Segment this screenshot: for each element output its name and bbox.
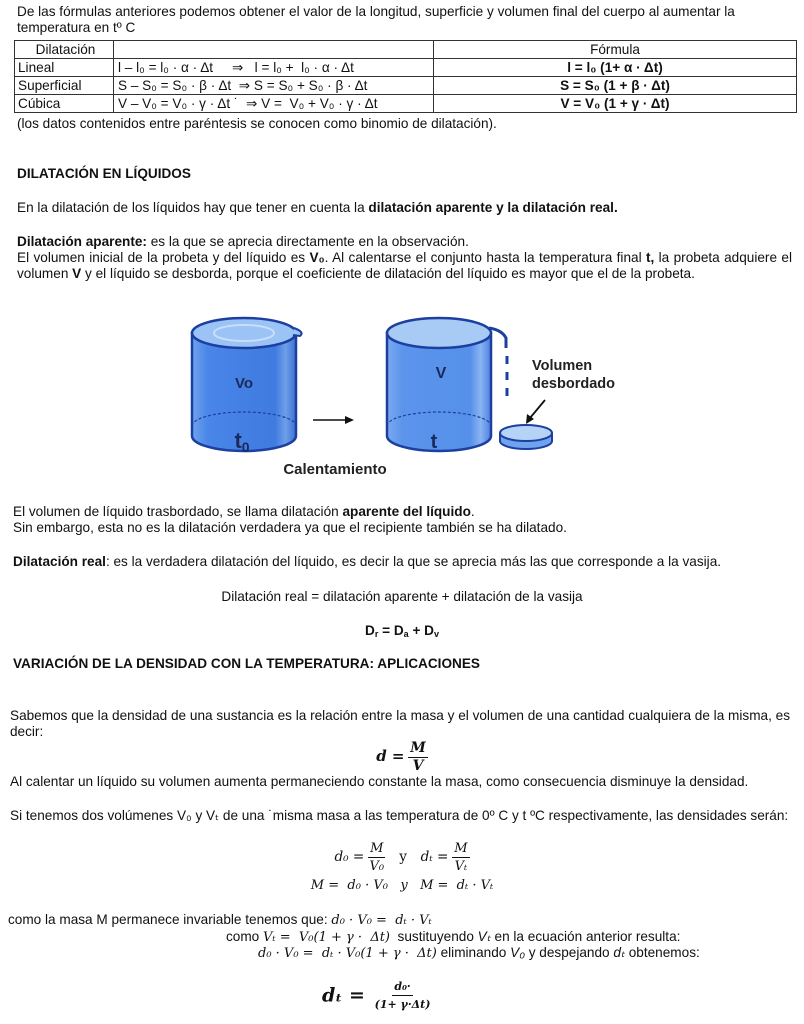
text-span: obtenemos: xyxy=(624,945,700,960)
liquids-intro-text: En la dilatación de los líquidos hay que tener en cuenta la xyxy=(17,200,369,215)
text-span: como la masa M permanece invariable tenemos que: xyxy=(8,912,332,927)
table-cell-derivation: V – V₀ = V₀ · γ · Δt ˙ ⇒ V = V₀ + V₀ · γ · Δt xyxy=(114,95,434,113)
fraction-numerator: M xyxy=(410,740,426,756)
overflow-label-2: desbordado xyxy=(532,376,615,392)
final-beaker xyxy=(387,318,507,453)
eq-part: D xyxy=(365,623,375,638)
intro-text-2: temperatura en tº C xyxy=(17,20,136,35)
apparent-label: Dilatación aparente: xyxy=(17,234,147,249)
initial-temp-label: t0 xyxy=(234,428,250,455)
liquids-intro-bold: dilatación aparente y la dilatación real. xyxy=(368,200,618,215)
table-header-row xyxy=(15,41,797,59)
apparent-explanation xyxy=(17,250,792,282)
heating-arrow-icon xyxy=(313,416,354,424)
table-cell-formula: l = l₀ (1+ α · Δt) xyxy=(434,59,797,77)
table-row xyxy=(15,59,797,77)
d0-lhs: d₀ = xyxy=(334,849,365,866)
vt-math: Vₜ = V₀(1 + γ · Δt) xyxy=(263,930,390,945)
initial-beaker xyxy=(192,318,302,455)
real-equation-symbols xyxy=(0,623,804,638)
table-cell-type: Cúbica xyxy=(15,95,114,113)
fraction-denominator: V xyxy=(412,758,424,774)
densities-equations xyxy=(0,840,804,875)
heating-label: Calentamiento xyxy=(283,461,387,478)
real-label: Dilatación real xyxy=(13,554,106,569)
apparent-text: es la que se aprecia directamente en la observación. xyxy=(146,234,469,249)
text-span: y el líquido se desborda, porque el coeficiente de dilatación del líquido es mayor que el de la probeta. xyxy=(81,266,695,281)
text-span: . xyxy=(470,504,475,519)
fraction-numerator: M xyxy=(370,841,384,856)
real-text: : es la verdadera dilatación del líquido, es decir la que se aprecia más las que corresponde a la vasija. xyxy=(105,554,722,569)
eq-part: = D xyxy=(378,623,404,638)
overflow-paragraph xyxy=(13,504,792,536)
section-title-density: VARIACIÓN DE LA DENSIDAD CON LA TEMPERATURA: APLICACIONES xyxy=(13,656,480,671)
text-span: y despejando xyxy=(524,945,614,960)
table-cell-formula: V = V₀ (1 + γ · Δt) xyxy=(434,95,797,113)
density-formula-lhs: d = xyxy=(376,747,405,766)
conjunction: y xyxy=(399,849,407,866)
beaker-figure xyxy=(180,308,640,483)
initial-volume-label: Vo xyxy=(234,375,254,392)
dt-lhs: dₜ = xyxy=(420,849,449,866)
apparent-paragraph xyxy=(17,234,792,250)
density-definition-paragraph: Sabemos que la densidad de una sustancia es la relación entre la masa y el volumen de una cantidad cualquiera de la misma, es decir: xyxy=(10,708,790,739)
overflow-pointer-arrow-icon xyxy=(526,400,545,424)
fraction-numerator: M xyxy=(454,841,468,856)
final-temp-label: t xyxy=(430,431,438,453)
substitution-line xyxy=(226,929,680,945)
eq-sub: a xyxy=(403,629,409,639)
table-header-type: Dilatación xyxy=(15,41,114,59)
vessel-paragraph: Sin embargo, esta no es la dilatación verdadera ya que el recipiente también se ha dilatado. xyxy=(13,520,567,535)
table-row xyxy=(15,77,797,95)
table-cell-type: Superficial xyxy=(15,77,114,95)
overflow-dish xyxy=(500,425,552,449)
table-note: (los datos contenidos entre paréntesis se conocen como binomio de dilatación). xyxy=(17,116,497,131)
dt-var: dₜ xyxy=(613,945,625,960)
final-formula-lhs: dₜ = xyxy=(322,984,365,1007)
text-span: El volumen de líquido trasbordado, se llama dilatación xyxy=(13,504,343,519)
intro-text: De las fórmulas anteriores podemos obtener el valor de la longitud, superficie y volumen final del cuerpo al aumentar la xyxy=(17,4,735,19)
table-row xyxy=(15,95,797,113)
mass-invariant-line xyxy=(8,912,432,928)
table-cell-formula: S = S₀ (1 + β · Δt) xyxy=(434,77,797,95)
final-fraction xyxy=(375,978,431,1013)
real-paragraph xyxy=(13,554,792,570)
density-formula xyxy=(0,740,804,775)
heating-paragraph: Al calentar un líquido su volumen aumenta permaneciendo constante la masa, como consecuencia disminuye la densidad. xyxy=(10,774,749,789)
real-equation-words: Dilatación real = dilatación aparente + dilatación de la vasija xyxy=(221,589,583,604)
text-span: como xyxy=(226,929,264,944)
mass-equations: M = d₀ · V₀ y M = dₜ · Vₜ xyxy=(310,878,494,893)
text-span: eliminando xyxy=(436,945,511,960)
elimination-line xyxy=(258,945,700,961)
intro-paragraph xyxy=(17,4,792,36)
v0-bold: V₀ xyxy=(309,250,325,265)
eq-part: + D xyxy=(408,623,434,638)
text-span: sustituyendo xyxy=(390,929,478,944)
dilatation-table xyxy=(14,40,797,113)
text-span: . Al calentarse el conjunto hasta la temperatura final xyxy=(324,250,646,265)
v0-var: V₀ xyxy=(510,945,525,960)
table-cell-derivation: S – S₀ = S₀ · β · Δt ⇒ S = S₀ + S₀ · β · Δt xyxy=(114,77,434,95)
fraction-numerator: d₀· xyxy=(392,978,412,996)
d0-fraction xyxy=(368,840,385,875)
text-span: en la ecuación anterior resulta: xyxy=(490,929,681,944)
fraction-denominator: V₀ xyxy=(369,859,385,874)
vt-var: Vₜ xyxy=(477,929,491,944)
v-bold: V xyxy=(72,266,82,281)
overflow-label-1: Volumen xyxy=(532,358,593,374)
eq-sub: r xyxy=(374,629,379,639)
text-span: El volumen inicial de la probeta y del líquido es xyxy=(17,250,310,265)
apparent-liquid-bold: aparente del líquido xyxy=(342,504,471,519)
t-bold: t, xyxy=(645,250,655,265)
two-volumes-paragraph: Si tenemos dos volúmenes V₀ y Vₜ de una ˙misma masa a las temperatura de 0º C y t ºC respectivamente, las densidades serán: xyxy=(10,808,789,823)
density-fraction xyxy=(408,740,428,775)
text-span: la probeta adquiere el volumen xyxy=(17,250,792,281)
final-density-formula xyxy=(322,978,430,1013)
table-cell-derivation: l – l₀ = l₀ · α · Δt ⇒ l = l₀ + l₀ · α · Δt xyxy=(114,59,434,77)
table-header-derivation xyxy=(114,41,434,59)
mass-invariant-math: d₀ · V₀ = dₜ · Vₜ xyxy=(331,913,432,928)
fraction-denominator: (1+ γ·Δt) xyxy=(374,998,431,1011)
table-header-formula: Fórmula xyxy=(434,41,797,59)
table-cell-type: Lineal xyxy=(15,59,114,77)
section-title-liquids: DILATACIÓN EN LÍQUIDOS xyxy=(17,166,191,181)
liquids-intro-paragraph xyxy=(17,200,792,216)
elimination-math: d₀ · V₀ = dₜ · V₀(1 + γ · Δt) xyxy=(258,946,437,961)
final-volume-label: V xyxy=(435,365,447,382)
eq-sub: v xyxy=(433,629,439,639)
dt-fraction xyxy=(452,840,469,875)
fraction-denominator: Vₜ xyxy=(454,859,468,874)
